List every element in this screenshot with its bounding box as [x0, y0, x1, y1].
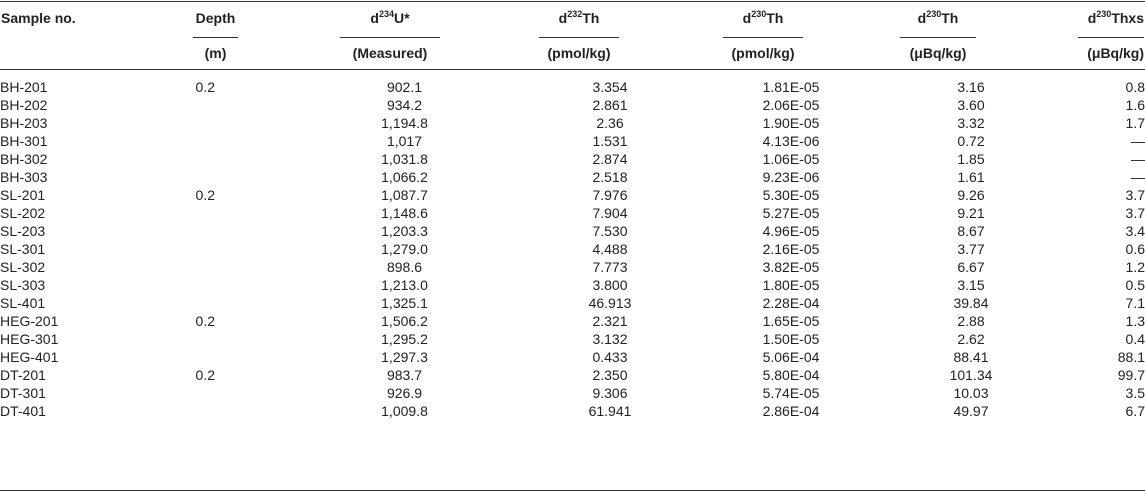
cell-sample: BH-303	[0, 169, 48, 185]
cell-sample: SL-301	[0, 241, 46, 257]
cell-th230-pmol: 1.81E-05	[762, 79, 820, 95]
header-th232: $d^{232}Th$	[558, 9, 600, 26]
header-th232-rule	[539, 37, 619, 38]
cell-sample: BH-201	[0, 79, 48, 95]
cell-u234: 1,009.8	[381, 403, 428, 419]
cell-th230-pmol: 5.27E-05	[762, 205, 820, 221]
cell-sample: BH-202	[0, 97, 48, 113]
cell-depth	[150, 150, 281, 168]
cell-th230-ubq: 3.77	[957, 241, 985, 257]
header-th230-ubq-rule	[900, 37, 976, 38]
cell-depth: 0.2	[195, 187, 215, 203]
table-row	[0, 384, 1145, 402]
cell-th232: 7.976	[592, 187, 628, 203]
cell-th230-ubq: 49.97	[953, 403, 989, 419]
cell-th230-pmol: 2.28E-04	[762, 295, 820, 311]
cell-depth	[150, 348, 281, 366]
cell-depth	[150, 204, 281, 222]
cell-th230xs: 0.4	[1125, 331, 1145, 347]
table-bottom-rule	[0, 490, 1145, 491]
cell-th232: 3.354	[592, 79, 628, 95]
cell-th230xs: 6.7	[1125, 403, 1145, 419]
cell-th230-ubq: 88.41	[953, 349, 989, 365]
cell-u234: 1,017	[386, 133, 423, 149]
cell-th230-ubq: 9.26	[957, 187, 985, 203]
header-bottom-rule	[0, 69, 1145, 70]
header-th230-ubq-unit: (μBq/kg)	[909, 45, 967, 61]
cell-sample: HEG-401	[0, 349, 59, 365]
cell-th230xs: 1.3	[1125, 313, 1145, 329]
cell-th230-pmol: 1.65E-05	[762, 313, 820, 329]
cell-sample: SL-401	[0, 295, 46, 311]
cell-th230-pmol: 5.80E-04	[762, 367, 820, 383]
cell-th232: 7.773	[592, 259, 628, 275]
cell-th230xs: 88.1	[1117, 349, 1145, 365]
cell-th230-ubq: 3.60	[957, 97, 985, 113]
cell-th232: 2.518	[592, 169, 628, 185]
header-th230xs-rule	[1078, 37, 1144, 38]
cell-th230-pmol: 5.30E-05	[762, 187, 820, 203]
cell-depth: 0.2	[195, 79, 215, 95]
table-row	[0, 204, 1145, 222]
cell-depth	[150, 294, 281, 312]
cell-sample: SL-201	[0, 187, 46, 203]
cell-depth	[150, 222, 281, 240]
cell-th232: 4.488	[592, 241, 628, 257]
cell-th230xs: 3.5	[1125, 385, 1145, 401]
cell-th232: 9.306	[592, 385, 628, 401]
table-row	[0, 312, 1145, 330]
cell-th230xs: 0.6	[1125, 241, 1145, 257]
cell-th230-ubq: 101.34	[949, 367, 993, 383]
cell-u234: 926.9	[386, 385, 423, 401]
table-row	[0, 294, 1145, 312]
cell-sample: HEG-201	[0, 313, 59, 329]
cell-th230-ubq: 1.61	[957, 169, 985, 185]
cell-th232: 7.904	[592, 205, 628, 221]
cell-sample: DT-301	[0, 385, 46, 401]
table-row	[0, 330, 1145, 348]
cell-th230-pmol: 3.82E-05	[762, 259, 820, 275]
header-u234-rule	[340, 37, 440, 38]
cell-depth	[150, 168, 281, 186]
cell-u234: 1,194.8	[381, 115, 428, 131]
cell-th230xs: 0.8	[1125, 79, 1145, 95]
cell-u234: 902.1	[386, 79, 423, 95]
cell-u234: 1,295.2	[381, 331, 428, 347]
cell-u234: 898.6	[386, 259, 423, 275]
cell-u234: 1,066.2	[381, 169, 428, 185]
cell-th230-ubq: 3.16	[957, 79, 985, 95]
cell-u234: 1,325.1	[381, 295, 428, 311]
cell-th230-ubq: 3.32	[957, 115, 985, 131]
cell-th230xs: 99.7	[1117, 367, 1145, 383]
cell-depth: 0.2	[195, 367, 215, 383]
header-sample: Sample no.	[1, 10, 76, 26]
header-th230-pmol: $d^{230}Th$	[742, 9, 784, 26]
cell-th230-ubq: 10.03	[953, 385, 989, 401]
header-depth-rule	[193, 37, 238, 38]
table-row	[0, 78, 1145, 96]
cell-th232: 61.941	[588, 403, 632, 419]
cell-th232: 2.874	[592, 151, 628, 167]
cell-th230xs: —	[1131, 151, 1145, 167]
table-row	[0, 132, 1145, 150]
cell-th230-ubq: 3.15	[957, 277, 985, 293]
table-row	[0, 402, 1145, 420]
cell-th232: 1.531	[592, 133, 628, 149]
cell-th230-ubq: 1.85	[957, 151, 985, 167]
cell-u234: 1,148.6	[381, 205, 428, 221]
cell-th230xs: 3.7	[1125, 205, 1145, 221]
cell-th230xs: —	[1131, 133, 1145, 149]
cell-th232: 3.132	[592, 331, 628, 347]
header-th230-ubq: $d^{230}Th$	[917, 9, 959, 26]
cell-depth	[150, 132, 281, 150]
cell-sample: DT-401	[0, 403, 46, 419]
header-depth: Depth	[195, 10, 236, 26]
cell-depth	[150, 330, 281, 348]
cell-th232: 2.321	[592, 313, 628, 329]
cell-th230-pmol: 5.06E-04	[762, 349, 820, 365]
cell-sample: DT-201	[0, 367, 46, 383]
cell-depth	[150, 96, 281, 114]
cell-th230-pmol: 5.74E-05	[762, 385, 820, 401]
cell-th230-ubq: 2.62	[957, 331, 985, 347]
cell-th230-pmol: 2.06E-05	[762, 97, 820, 113]
cell-th230-pmol: 1.80E-05	[762, 277, 820, 293]
cell-th232: 46.913	[588, 295, 632, 311]
cell-depth	[150, 402, 281, 420]
cell-th232: 3.800	[592, 277, 628, 293]
cell-th232: 2.36	[596, 115, 624, 131]
header-th232-unit: (pmol/kg)	[547, 45, 611, 61]
cell-th230-pmol: 1.90E-05	[762, 115, 820, 131]
cell-th232: 0.433	[592, 349, 628, 365]
cell-th230-pmol: 4.96E-05	[762, 223, 820, 239]
cell-u234: 934.2	[386, 97, 423, 113]
cell-th230-pmol: 9.23E-06	[762, 169, 820, 185]
cell-th230-pmol: 2.16E-05	[762, 241, 820, 257]
cell-sample: SL-303	[0, 277, 46, 293]
cell-u234: 983.7	[386, 367, 423, 383]
header-depth-unit: (m)	[204, 45, 227, 61]
cell-u234: 1,203.3	[381, 223, 428, 239]
cell-u234: 1,506.2	[381, 313, 428, 329]
cell-th230-pmol: 4.13E-06	[762, 133, 820, 149]
header-th230xs: $d^{230}Thxs$	[1087, 9, 1144, 26]
cell-depth	[150, 258, 281, 276]
cell-u234: 1,213.0	[381, 277, 428, 293]
cell-u234: 1,087.7	[381, 187, 428, 203]
cell-u234: 1,031.8	[381, 151, 428, 167]
cell-depth	[150, 276, 281, 294]
cell-th232: 7.530	[592, 223, 628, 239]
table-body	[0, 78, 1145, 420]
cell-sample: BH-203	[0, 115, 48, 131]
cell-depth	[150, 384, 281, 402]
header-th230-pmol-unit: (pmol/kg)	[731, 45, 795, 61]
cell-u234: 1,297.3	[381, 349, 428, 365]
header-th230-pmol-rule	[723, 37, 803, 38]
cell-th230xs: 1.6	[1125, 97, 1145, 113]
cell-sample: SL-302	[0, 259, 46, 275]
cell-th230xs: 1.7	[1125, 115, 1145, 131]
cell-u234: 1,279.0	[381, 241, 428, 257]
cell-th230-ubq: 0.72	[957, 133, 985, 149]
cell-th230-ubq: 2.88	[957, 313, 985, 329]
table-row	[0, 150, 1145, 168]
cell-th230-pmol: 1.50E-05	[762, 331, 820, 347]
table-row	[0, 114, 1145, 132]
cell-th232: 2.861	[592, 97, 628, 113]
cell-th230-ubq: 39.84	[953, 295, 989, 311]
cell-depth: 0.2	[195, 313, 215, 329]
cell-th230xs: 7.1	[1125, 295, 1145, 311]
table-row	[0, 366, 1145, 384]
cell-th230xs: 3.4	[1125, 223, 1145, 239]
cell-th230-pmol: 2.86E-04	[762, 403, 820, 419]
header-th230xs-unit: (μBq/kg)	[1087, 45, 1144, 61]
table-row	[0, 96, 1145, 114]
table-row	[0, 276, 1145, 294]
table-top-rule	[0, 1, 1145, 2]
cell-sample: BH-302	[0, 151, 48, 167]
cell-th230xs: 3.7	[1125, 187, 1145, 203]
cell-th230xs: —	[1131, 169, 1145, 185]
cell-depth	[150, 240, 281, 258]
cell-th230-ubq: 9.21	[957, 205, 985, 221]
cell-th230xs: 1.2	[1125, 259, 1145, 275]
cell-sample: SL-203	[0, 223, 46, 239]
table-row	[0, 348, 1145, 366]
cell-th230xs: 0.5	[1125, 277, 1145, 293]
table-row	[0, 240, 1145, 258]
table-row	[0, 168, 1145, 186]
cell-depth	[150, 114, 281, 132]
table-row	[0, 186, 1145, 204]
table-row	[0, 222, 1145, 240]
table-row	[0, 258, 1145, 276]
cell-sample: BH-301	[0, 133, 48, 149]
cell-th230-ubq: 6.67	[957, 259, 985, 275]
cell-sample: HEG-301	[0, 331, 59, 347]
header-u234: $d^{234}U*$	[370, 9, 410, 26]
cell-th230-pmol: 1.06E-05	[762, 151, 820, 167]
cell-th232: 2.350	[592, 367, 628, 383]
header-u234-unit: (Measured)	[352, 45, 428, 61]
cell-th230-ubq: 8.67	[957, 223, 985, 239]
cell-sample: SL-202	[0, 205, 46, 221]
